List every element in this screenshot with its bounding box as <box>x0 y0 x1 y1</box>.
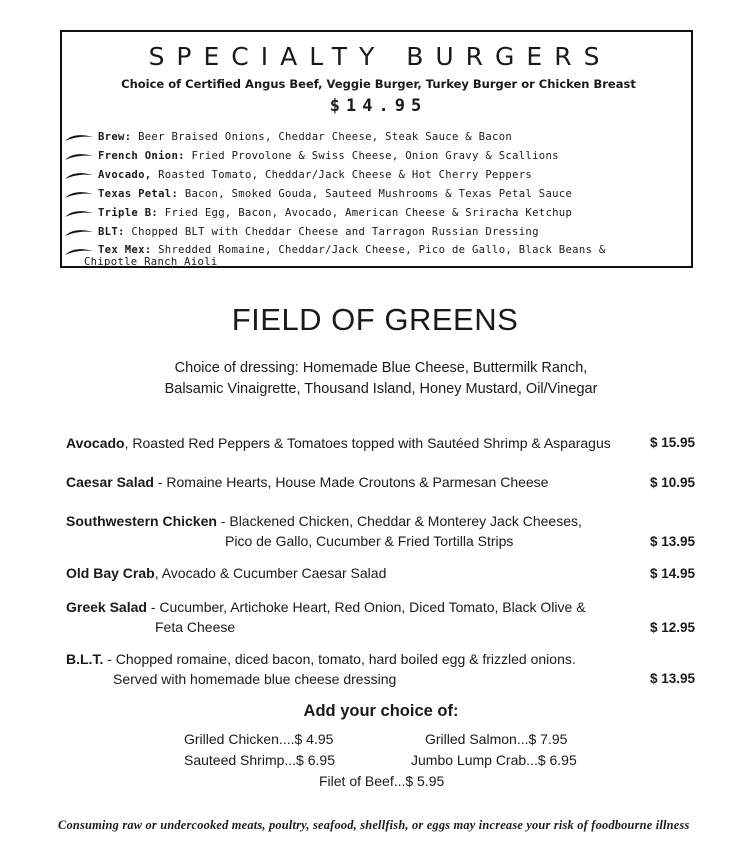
burger-description: Fried Egg, Bacon, Avocado, American Cheese & Sriracha Ketchup <box>164 207 573 219</box>
add-ons-title: Add your choice of: <box>303 702 459 720</box>
field-of-greens-title: FIELD OF GREENS <box>231 302 519 337</box>
salad-price: $ 13.95 <box>649 534 695 549</box>
swoosh-bullet-icon <box>64 152 94 162</box>
salad-name: Southwestern Chicken <box>66 513 217 529</box>
salad-item <box>66 472 548 492</box>
salad-description-continued: Served with homemade blue cheese dressing <box>113 671 397 687</box>
salad-price: $ 14.95 <box>649 566 695 581</box>
salad-name: Old Bay Crab <box>66 565 155 581</box>
salad-name: B.L.T. <box>66 651 104 667</box>
salad-description-continued: Pico de Gallo, Cucumber & Fried Tortilla Strips <box>225 533 514 549</box>
burger-item <box>62 128 606 147</box>
add-on-item: Sauteed Shrimp...$ 6.95 <box>184 752 335 768</box>
burger-name: Brew: <box>98 131 132 143</box>
salad-description: - Romaine Hearts, House Made Croutons & Parmesan Cheese <box>153 474 549 490</box>
specialty-burgers-title: SPECIALTY BURGERS <box>148 42 612 71</box>
burger-description: Fried Provolone & Swiss Cheese, Onion Gravy & Scallions <box>191 150 559 162</box>
burger-item <box>62 204 606 223</box>
burger-name: Avocado, <box>98 169 152 181</box>
burger-description: Shredded Romaine, Cheddar/Jack Cheese, Pico de Gallo, Black Beans & <box>158 244 606 256</box>
burger-protein-choice: Choice of Certified Angus Beef, Veggie Burger, Turkey Burger or Chicken Breast <box>121 77 636 91</box>
add-on-item: Grilled Chicken....$ 4.95 <box>184 731 334 747</box>
burger-price: $14.95 <box>329 96 428 116</box>
salad-item <box>66 433 611 453</box>
salad-item <box>66 511 582 551</box>
swoosh-bullet-icon <box>64 133 94 143</box>
add-on-item: Filet of Beef...$ 5.95 <box>319 773 445 789</box>
burger-item <box>62 185 606 204</box>
salad-name: Avocado <box>66 435 125 451</box>
salad-description: - Blackened Chicken, Cheddar & Monterey Jack Cheeses, <box>216 513 582 529</box>
add-on-item: Grilled Salmon...$ 7.95 <box>425 731 568 747</box>
salad-name: Caesar Salad <box>66 474 154 490</box>
salad-price: $ 12.95 <box>649 620 695 635</box>
swoosh-bullet-icon <box>64 247 94 257</box>
swoosh-bullet-icon <box>64 228 94 238</box>
salad-item <box>66 649 576 689</box>
specialty-burgers-box <box>60 30 693 268</box>
salad-description-continued: Feta Cheese <box>155 619 236 635</box>
add-on-item: Jumbo Lump Crab...$ 6.95 <box>411 752 577 768</box>
foodborne-illness-disclaimer: Consuming raw or undercooked meats, poultry, seafood, shellfish, or eggs may increase your risk of foodbourne illness <box>58 818 690 832</box>
salad-description: - Chopped romaine, diced bacon, tomato, hard boiled egg & frizzled onions. <box>103 651 576 667</box>
burger-description-continued: Chipotle Ranch Aioli <box>84 256 218 268</box>
burger-item <box>62 166 606 185</box>
salad-price: $ 10.95 <box>649 475 695 490</box>
burger-name: BLT: <box>98 226 125 238</box>
swoosh-bullet-icon <box>64 209 94 219</box>
salad-item <box>66 563 386 583</box>
salad-description: , Avocado & Cucumber Caesar Salad <box>154 565 387 581</box>
burger-name: French Onion: <box>98 150 185 162</box>
salad-price: $ 15.95 <box>649 435 695 450</box>
dressing-line: Balsamic Vinaigrette, Thousand Island, Honey Mustard, Oil/Vinegar <box>164 381 598 397</box>
salad-description: , Roasted Red Peppers & Tomatoes topped with Sautéed Shrimp & Asparagus <box>124 435 611 451</box>
burger-name: Triple B: <box>98 207 159 219</box>
salad-name: Greek Salad <box>66 599 147 615</box>
swoosh-bullet-icon <box>64 171 94 181</box>
salad-description: - Cucumber, Artichoke Heart, Red Onion, Diced Tomato, Black Olive & <box>146 599 586 615</box>
burger-list <box>62 128 606 270</box>
salad-item <box>66 597 586 637</box>
burger-item <box>62 242 606 270</box>
burger-description: Chopped BLT with Cheddar Cheese and Tarragon Russian Dressing <box>131 226 539 238</box>
dressing-line: Choice of dressing: Homemade Blue Cheese, Buttermilk Ranch, <box>174 360 588 376</box>
burger-description: Bacon, Smoked Gouda, Sauteed Mushrooms & Texas Petal Sauce <box>184 188 573 200</box>
burger-description: Roasted Tomato, Cheddar/Jack Cheese & Hot Cherry Peppers <box>158 169 533 181</box>
burger-item <box>62 223 606 242</box>
swoosh-bullet-icon <box>64 190 94 200</box>
burger-name: Texas Petal: <box>98 188 179 200</box>
burger-name: Tex Mex: <box>98 244 152 256</box>
salad-price: $ 13.95 <box>649 671 695 686</box>
dressing-choices <box>0 358 750 400</box>
burger-item <box>62 147 606 166</box>
burger-description: Beer Braised Onions, Cheddar Cheese, Steak Sauce & Bacon <box>138 131 513 143</box>
